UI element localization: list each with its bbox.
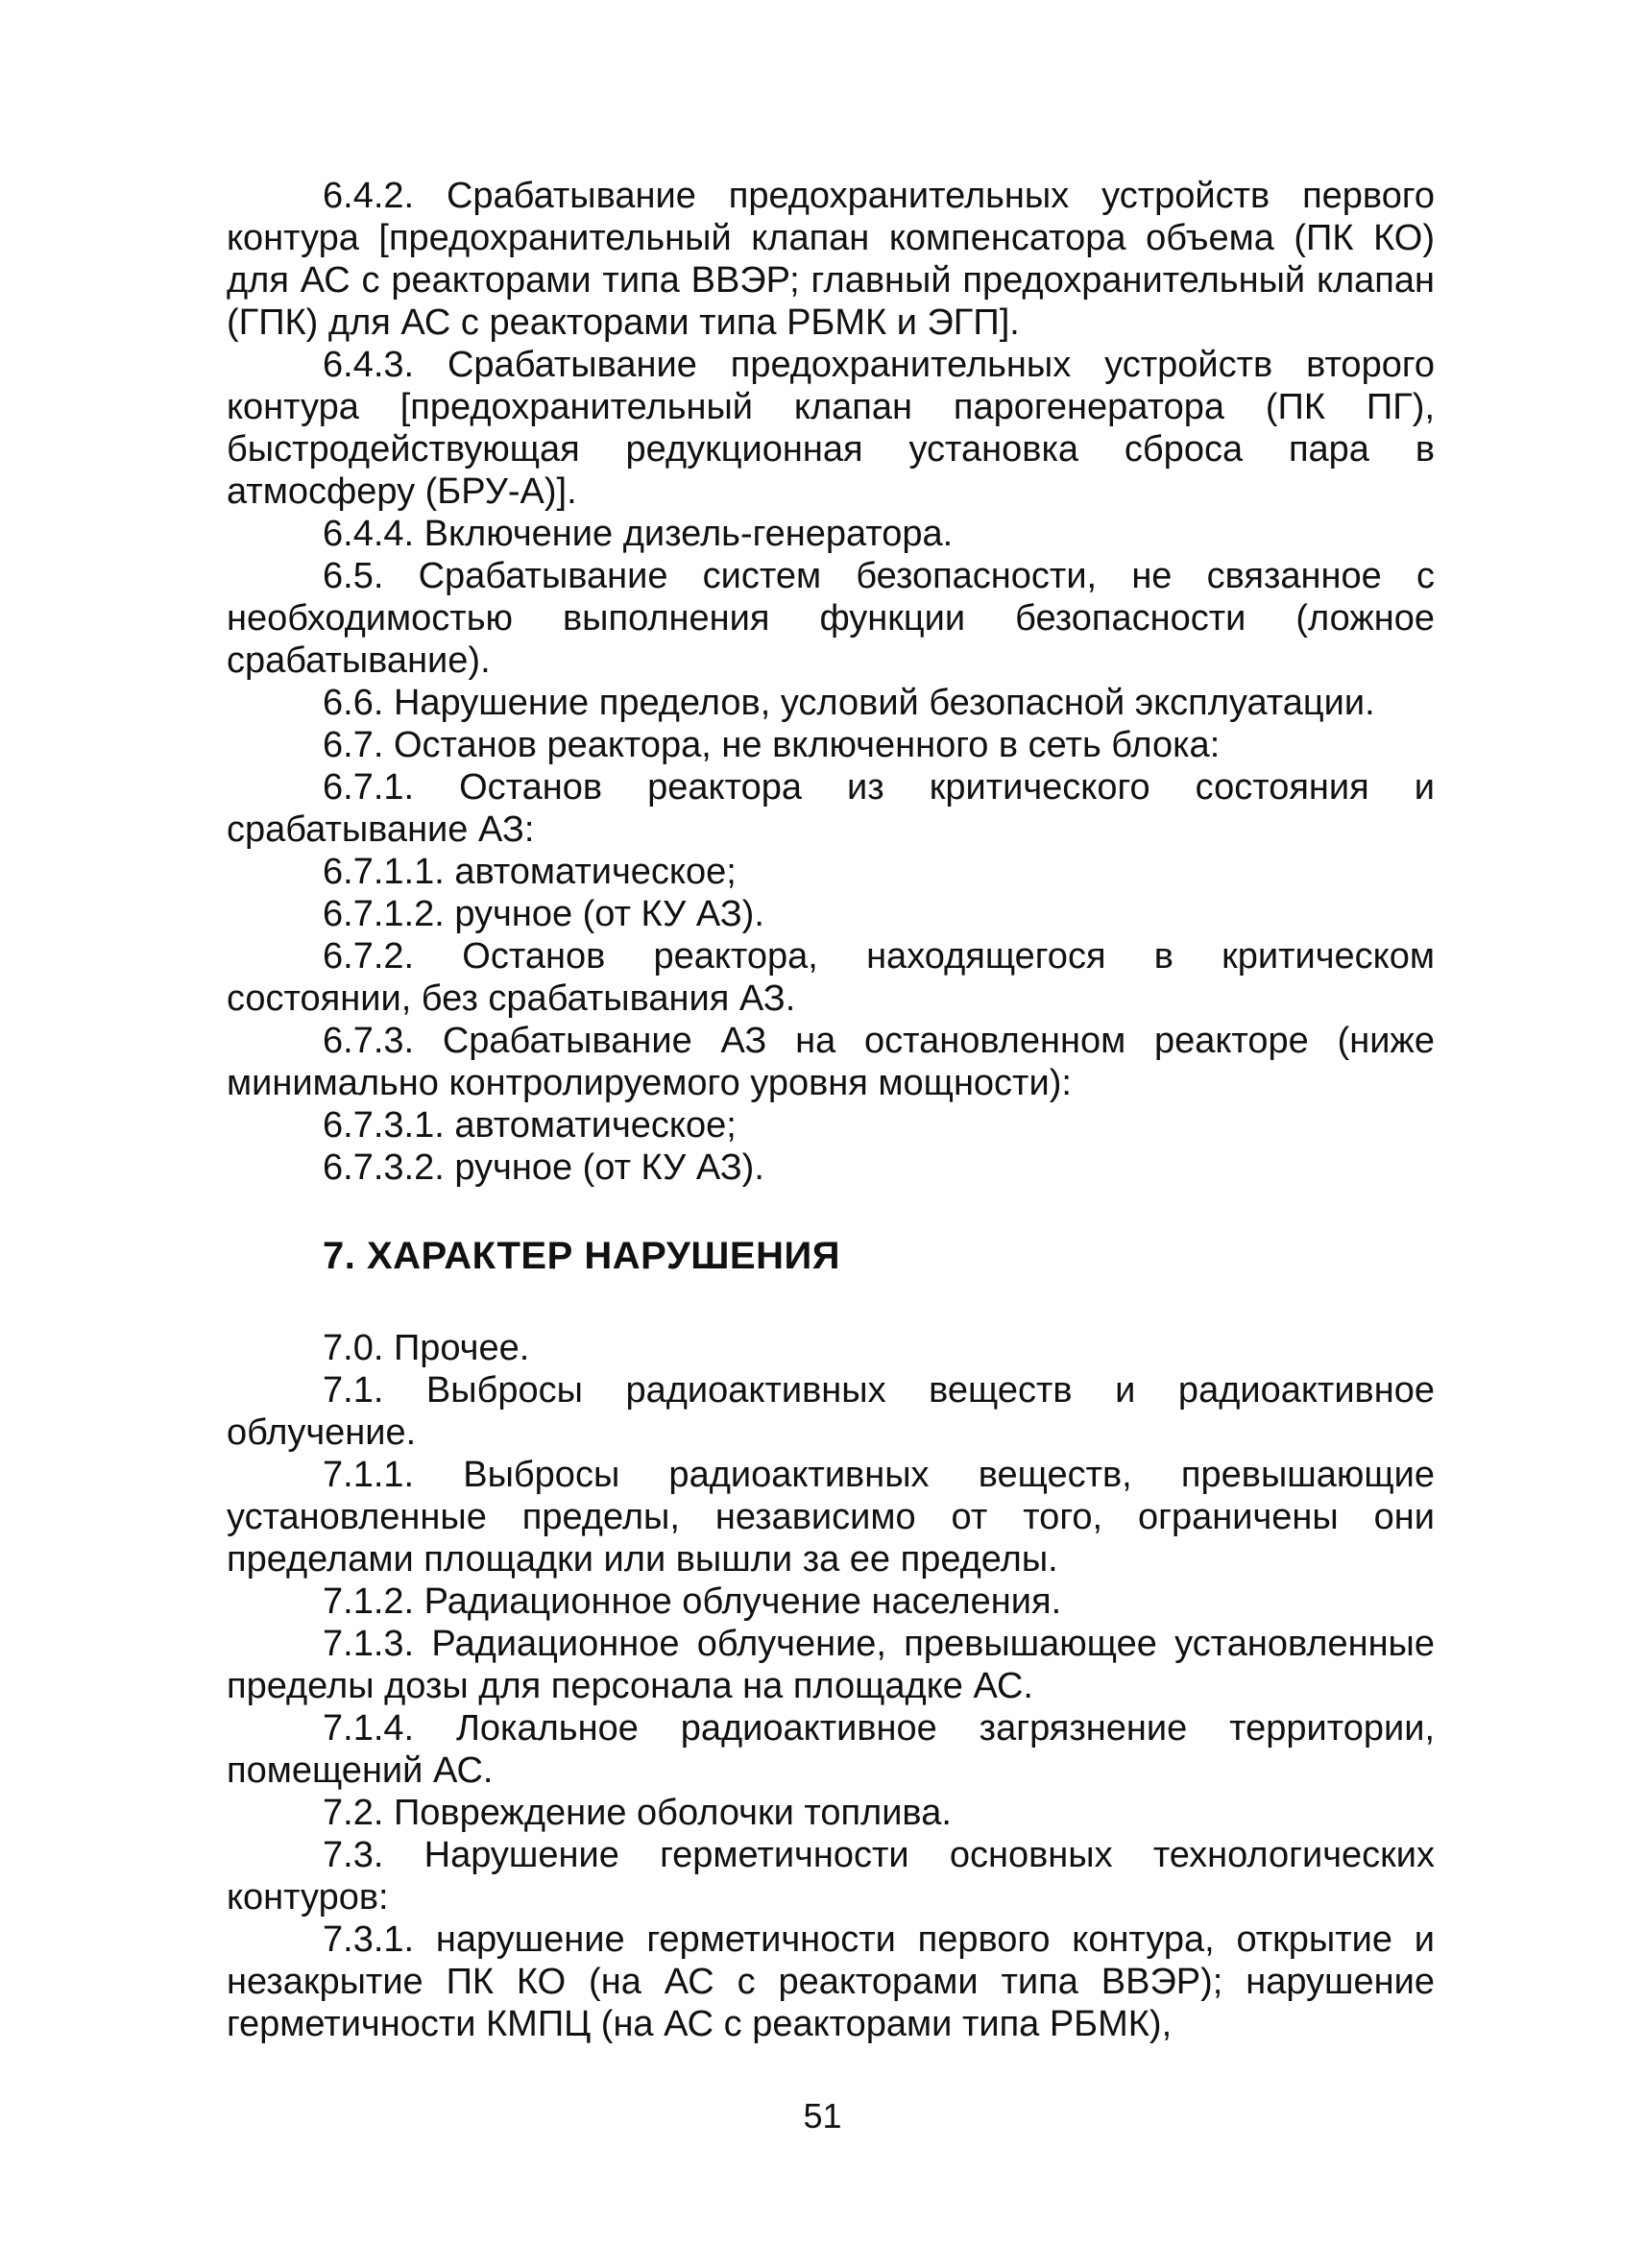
paragraph-6-5: 6.5. Срабатывание систем безопасности, не связанное с необходимостью выполнения функции безопасности (ложное срабатывание). — [227, 556, 1435, 681]
paragraph-7-0: 7.0. Прочее. — [323, 1328, 530, 1368]
paragraph-6-7-3-1: 6.7.3.1. автоматическое; — [323, 1105, 737, 1146]
paragraph-7-3-1: 7.3.1. нарушение герметичности первого контура, открытие и незакрытие ПК КО (на АС с реакторами типа ВВЭР); нарушение герметичности КМПЦ (на АС с реакторами типа РБМК), — [227, 1919, 1435, 2044]
paragraph-6-7-1: 6.7.1. Останов реактора из критического состояния и срабатывание АЗ: — [227, 767, 1435, 850]
paragraph-7-1-2: 7.1.2. Радиационное облучение населения. — [323, 1581, 1062, 1622]
paragraph-6-4-3: 6.4.3. Срабатывание предохранительных устройств второго контура [предохранительный клапан парогенератора (ПК ПГ), быстродействующая редукционная установка сброса пара в атмосферу (БРУ-А)]. — [227, 345, 1435, 512]
paragraph-7-1-1: 7.1.1. Выбросы радиоактивных веществ, превышающие установленные пределы, независимо от того, ограничены они пределами площадки или вышли за ее пределы. — [227, 1455, 1435, 1580]
paragraph-6-7-2: 6.7.2. Останов реактора, находящегося в критическом состоянии, без срабатывания АЗ. — [227, 936, 1435, 1019]
paragraph-6-7: 6.7. Останов реактора, не включенного в сеть блока: — [323, 725, 1221, 765]
paragraph-7-1-4: 7.1.4. Локальное радиоактивное загрязнение территории, помещений АС. — [227, 1708, 1435, 1791]
paragraph-7-1: 7.1. Выбросы радиоактивных веществ и радиоактивное облучение. — [227, 1370, 1435, 1453]
paragraph-7-1-3: 7.1.3. Радиационное облучение, превышающее установленные пределы дозы для персонала на площадке АС. — [227, 1624, 1435, 1706]
paragraph-6-7-1-2: 6.7.1.2. ручное (от КУ АЗ). — [323, 894, 764, 934]
paragraph-6-4-4: 6.4.4. Включение дизель-генератора. — [323, 514, 954, 554]
paragraph-7-2: 7.2. Повреждение оболочки топлива. — [323, 1793, 952, 1833]
paragraph-6-7-1-1: 6.7.1.1. автоматическое; — [323, 852, 737, 892]
paragraph-6-7-3: 6.7.3. Срабатывание АЗ на остановленном реакторе (ниже минимально контролируемого уровня мощности): — [227, 1021, 1435, 1103]
paragraph-6-6: 6.6. Нарушение пределов, условий безопасной эксплуатации. — [323, 683, 1375, 723]
page-number: 51 — [803, 2096, 842, 2135]
paragraph-6-7-3-2: 6.7.3.2. ручное (от КУ АЗ). — [323, 1147, 764, 1188]
section-7-heading: 7. ХАРАКТЕР НАРУШЕНИЯ — [323, 1235, 840, 1277]
paragraph-7-3: 7.3. Нарушение герметичности основных технологических контуров: — [227, 1835, 1435, 1918]
document-page — [227, 175, 1435, 2045]
paragraph-6-4-2: 6.4.2. Срабатывание предохранительных устройств первого контура [предохранительный клапан компенсатора объема (ПК КО) для АС с реакторами типа ВВЭР; главный предохранительный клапан (ГПК) для АС с реакторами типа РБМК и ЭГП]. — [227, 176, 1435, 343]
